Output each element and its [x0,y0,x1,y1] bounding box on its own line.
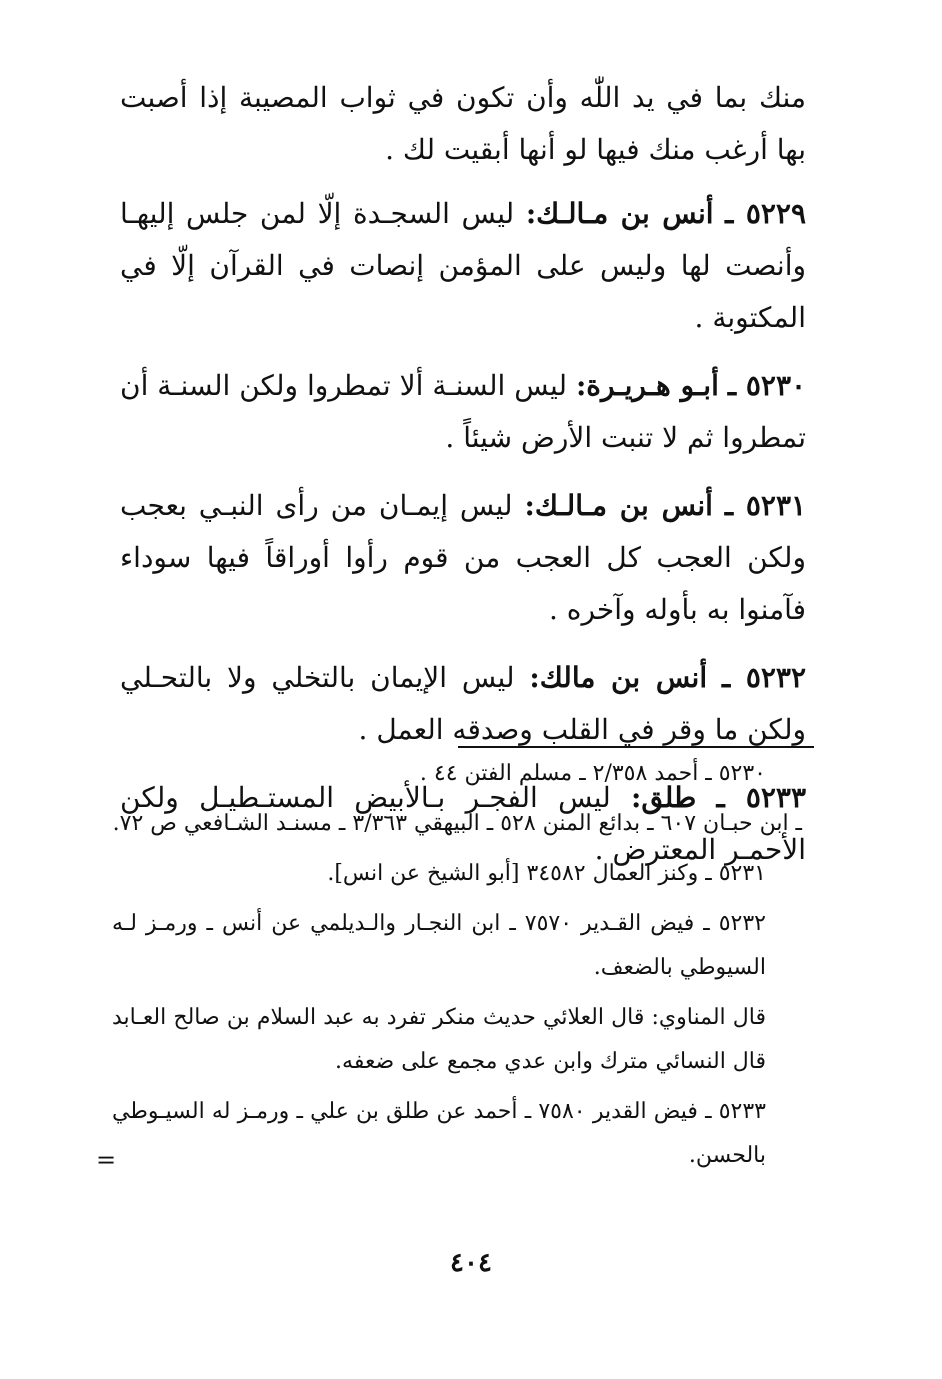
footnote-divider [458,746,814,748]
page-number: ٤٠٤ [450,1248,492,1278]
hadith-number: ٥٢٣٣ ـ [716,781,806,814]
intro-paragraph: منك بما في يد اللّٰه وأن تكون في ثواب المصيبة إذا أصبت بها أرغب منك فيها لو أنها أبقيت لك . [120,81,806,166]
hadith-text: ليس إيمـان من رأى النبـي بعجب ولكن العجب كل العجب من قوم رأوا أوراقاً فيها سوداء فآمنوا به بأوله وآخره . [120,489,806,626]
hadith-entry [120,360,806,464]
hadith-entry [120,652,806,756]
hadith-narrator: أنس بن مالك: [529,661,708,694]
hadith-entry [120,480,806,636]
footnote: ٥٢٣١ ـ وكنز العمال ٣٤٥٨٢ [أبو الشيخ عن انس]. [327,861,766,886]
hadith-text: ليس الإيمان بالتخلي ولا بالتحـلي ولكن ما وقر في القلب وصدقه العمل . [120,661,806,746]
hadith-text: ليس الفجـر بـالأبيض المستـطيـل ولكن الأحمـر المعترض . [120,781,806,866]
footnote: ٥٢٣٢ ـ فيض القـدير ٧٥٧٠ ـ ابن النجـار والـديلمي عن أنس ـ ورمـز لـه السيوطي بالضعف. [112,911,766,980]
hadith-number: ٥٢٣١ ـ [724,489,807,522]
hadith-number: ٥٢٢٩ ـ [725,197,806,230]
hadith-text: ليس السنـة ألا تمطروا ولكن السنـة أن تمطروا ثم لا تنبت الأرض شيئاً . [120,369,806,454]
hadith-number: ٥٢٣٠ ـ [727,369,807,402]
hadith-narrator: أبـو هـريـرة: [575,369,719,402]
hadith-narrator: أنس بن مـالـك: [525,197,714,230]
footnote: ـ ابن حبـان ٦٠٧ ـ بدائع المنن ٥٢٨ ـ البيهقي ٣/٣٦٣ ـ مسنـد الشـافعي ص ٧٢. [112,811,802,836]
hadith-text: ليس السجـدة إلّا لمن جلس إليهـا وأنصت لها وليس على المؤمن إنصات في القرآن إلّا في المكتوبة . [120,197,806,334]
footnote: ٥٢٣٣ ـ فيض القدير ٧٥٨٠ ـ أحمد عن طلق بن علي ـ ورمـز له السيـوطي بالحسن. [112,1099,766,1168]
footnote: قال المناوي: قال العلائي حديث منكر تفرد به عبد السلام بن صالح العـابد قال النسائي مترك وابن عدي مجمع على ضعفه. [112,1005,766,1074]
hadith-narrator: طلق: [631,781,697,814]
continuation-mark: = [96,1146,117,1174]
footnotes [112,752,802,1184]
hadith-entry [120,188,806,344]
hadith-narrator: أنس بن مـالـك: [524,489,713,522]
footnote: ٥٢٣٠ ـ أحمد ٢/٣٥٨ ـ مسلم الفتن ٤٤ . [419,761,766,786]
hadith-number: ٥٢٣٢ ـ [721,661,806,694]
